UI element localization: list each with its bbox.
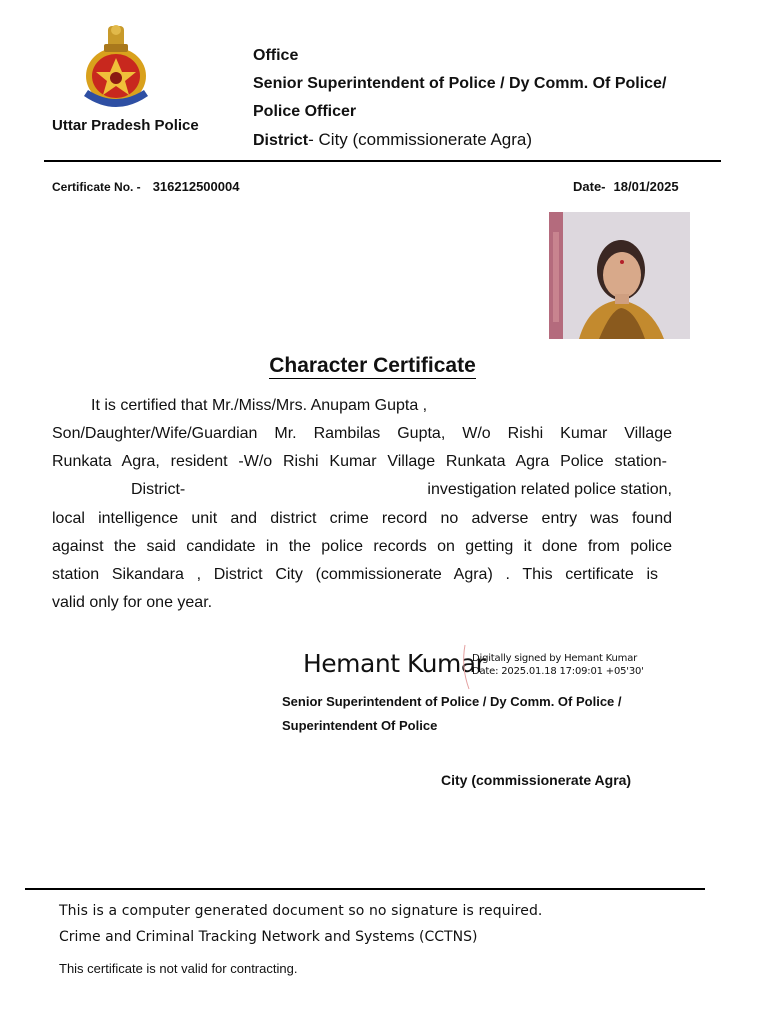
district-label: District <box>253 132 309 149</box>
footer-line-3: This certificate is not valid for contracting. <box>59 961 298 976</box>
cert-no-label: Certificate No. - <box>52 180 141 194</box>
signatory-title-line2: Superintendent Of Police <box>282 718 438 733</box>
certificate-number <box>52 179 239 194</box>
digital-signature-meta <box>472 652 644 678</box>
signatory-title-line1: Senior Superintendent of Police / Dy Comm. Of Police / <box>282 694 622 709</box>
body-line-1: It is certified that Mr./Miss/Mrs. Anupam Gupta , <box>91 397 428 414</box>
footer-line-1: This is a computer generated document so no signature is required. <box>59 903 543 919</box>
body-line-2: Son/Daughter/Wife/Guardian Mr. Rambilas Gupta, W/o Rishi Kumar Village <box>52 425 672 442</box>
org-name: Uttar Pradesh Police <box>52 117 199 134</box>
body-line-3: Runkata Agra, resident -W/o Rishi Kumar Village Runkata Agra Police station- <box>52 453 667 470</box>
date-value: 18/01/2025 <box>613 179 679 194</box>
signed-by: Digitally signed by Hemant Kumar <box>472 653 638 664</box>
footer-line-2: Crime and Criminal Tracking Network and Systems (CCTNS) <box>59 929 478 945</box>
body-line-7: station Sikandara , District City (commissionerate Agra) . This certificate is <box>52 566 658 583</box>
office-line1: Senior Superintendent of Police / Dy Comm. Of Police/ <box>253 75 667 92</box>
body-line-5: local intelligence unit and district crime record no adverse entry was found <box>52 510 672 527</box>
office-label: Office <box>253 47 299 64</box>
applicant-photo-icon <box>549 212 690 339</box>
district-value: - City (commissionerate Agra) <box>308 130 533 149</box>
office-line2: Police Officer <box>253 103 357 120</box>
title-text: Character Certificate <box>269 354 476 377</box>
district-line <box>253 126 666 155</box>
signatory-district: City (commissionerate Agra) <box>441 772 632 788</box>
header-divider <box>44 160 721 162</box>
body-line-4-district: District- <box>131 481 186 498</box>
certificate-date <box>573 179 679 194</box>
document-title <box>0 354 745 378</box>
office-block <box>253 42 666 155</box>
signatory-title <box>282 690 622 738</box>
footer-divider <box>25 888 705 890</box>
body-line-6: against the said candidate in the police records on getting it done from police <box>52 538 672 555</box>
date-label: Date- <box>573 179 606 194</box>
signed-date: Date: 2025.01.18 17:09:01 +05'30' <box>472 666 644 677</box>
body-line-4-rest: investigation related police station, <box>427 481 672 498</box>
body-line-8: valid only for one year. <box>52 594 213 611</box>
up-police-emblem-icon <box>78 20 154 112</box>
signatory-name: Hemant Kumar <box>303 649 486 678</box>
cert-no-value: 316212500004 <box>152 179 240 194</box>
